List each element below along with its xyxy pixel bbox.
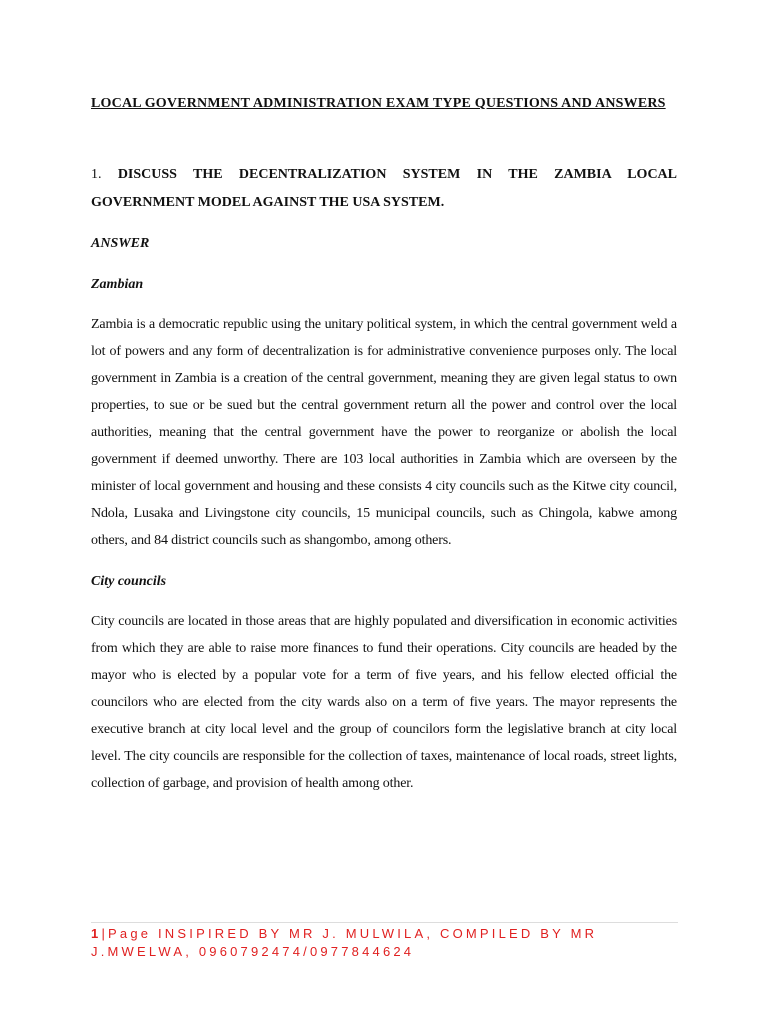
section-body-zambian: Zambia is a democratic republic using the unitary political system, in which the central government weld a lot of powers and any form of decentralization is for administrative convenience purposes only. The local government in Zambia is a creation of the central government, meaning they are given legal status to own properties, to sue or be sued but the central government return all the power and control over the local authorities, meaning that the central government have the power to reorganize or abolish the local government if deemed unworthy. There are 103 local authorities in Zambia which are overseen by the minister of local government and housing and these consists 4 city councils such as the Kitwe city council, Ndola, Lusaka and Livingstone city councils, 15 municipal councils, such as Chingola, kabwe among others, and 84 district councils such as shangombo, among others. bbox=[91, 317, 677, 548]
question-number: 1. bbox=[91, 167, 102, 182]
footer-page-number: 1 bbox=[91, 926, 102, 941]
footer-page-label: |Page bbox=[101, 926, 152, 941]
question-text: DISCUSS THE DECENTRALIZATION SYSTEM IN THE ZAMBIA LOCAL GOVERNMENT MODEL AGAINST THE USA SYSTEM. bbox=[91, 167, 677, 210]
footer-credit: INSIPIRED BY MR J. MULWILA, COMPILED BY MR J.MWELWA, 0960792474/0977844624 bbox=[91, 926, 598, 959]
section-heading-zambian: Zambian bbox=[91, 277, 144, 292]
document-title: LOCAL GOVERNMENT ADMINISTRATION EXAM TYPE QUESTIONS AND ANSWERS bbox=[91, 96, 666, 111]
answer-label: ANSWER bbox=[91, 236, 150, 251]
footer-divider bbox=[91, 922, 678, 923]
section-body-city-councils: City councils are located in those areas that are highly populated and diversification in economic activities from which they are able to raise more finances to fund their operations. City councils are headed by the mayor who is elected by a popular vote for a term of five years, and his fellow elected official the councilors who are elected from the city wards also on a term of five years. The mayor represents the executive branch at city local level and the group of councilors form the legislative branch at city local level. The city councils are responsible for the collection of taxes, maintenance of local roads, street lights, collection of garbage, and provision of health among other. bbox=[91, 614, 677, 791]
page-footer bbox=[91, 925, 678, 961]
document-body bbox=[91, 90, 677, 797]
question-1 bbox=[91, 161, 677, 217]
section-heading-city-councils: City councils bbox=[91, 574, 167, 589]
